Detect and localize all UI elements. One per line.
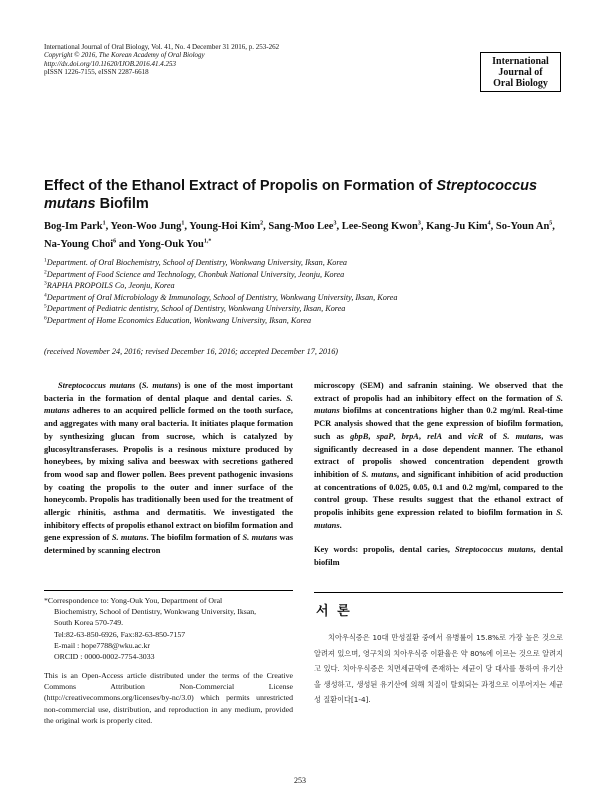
affiliation-mark: 3 — [44, 280, 47, 287]
author-name: Yeon-Woo Jung — [110, 221, 182, 232]
author-name: Bog-Im Park — [44, 221, 103, 232]
section-divider — [314, 592, 563, 593]
title-species: Streptococcus mutans — [44, 178, 538, 212]
journal-header — [44, 43, 424, 77]
author-affiliation-mark: 3 — [333, 220, 337, 227]
header-citation: International Journal of Oral Biology, Vol. 41, No. 4 December 31 2016, p. 253-262 — [44, 43, 280, 51]
affiliation-mark: 1 — [44, 257, 47, 264]
affiliation-mark: 2 — [44, 268, 47, 275]
introduction-text: 치아우식증은 10대 만성질환 중에서 유병률이 15.8%로 가장 높은 것으로 알려져 있으며, 영구치의 치아우식증 이환율은 약 80%에 이르는 것으로 알려지고 있다. 치아우식증은 치면세균막에 존재하는 세균이 당 대사를 통하여 유기산을 생성하고, 생성된 유기산에 의해 치질이 탈회되는 과정으로 이루어지는 세균성 질환이다[1-4]. — [314, 633, 563, 704]
author-name: Lee-Seong Kwon — [341, 221, 418, 232]
correspondence-line: ORCID : 0000-0002-7754-3033 — [54, 652, 155, 662]
correspondence-line: E-mail : hope7788@wku.ac.kr — [54, 640, 150, 650]
correspondence-block — [44, 595, 293, 662]
affiliation-mark: 5 — [44, 303, 47, 310]
author-affiliation-mark: 1 — [181, 220, 185, 227]
article-title — [44, 177, 564, 213]
page-number: 253 — [294, 776, 306, 785]
title-part: Biofilm — [95, 196, 149, 212]
author-list: Bog-Im Park$^1$, Yeon-Woo Jung$^1$, Young-Hoi Kim$^2$, Sang-Moo Lee$^3$, Lee-Seong Kwon$^3$, Kang-Ju Kim$^4$, So-Youn An$^5$, Na-Young Choi$^6$ and Yong-Ouk You$^{1,*}$ — [44, 220, 555, 250]
author-name: So-Youn An — [495, 221, 550, 232]
author-affiliation-mark: 3 — [417, 220, 421, 227]
affiliation-mark: 6 — [44, 314, 47, 321]
correspondence-line: Tel:82-63-850-6926, Fax:82-63-850-7157 — [54, 629, 186, 639]
header-copyright: Copyright © 2016, The Korean Academy of Oral Biology — [44, 51, 205, 60]
header-doi-link[interactable]: http://dx.doi.org/10.11620/IJOB.2016.41.4.253 — [44, 59, 177, 68]
open-access-notice: This is an Open-Access article distributed under the terms of the Creative Commons Attribution Non-Commercial License (http://creativecommons.org/licenses/by-nc/3.0) which permits unrestricted non-commercial use, distribution, and reproduction in any medium, provided the original work is properly cited. — [44, 671, 293, 725]
author-affiliation-mark: 6 — [113, 238, 117, 245]
section-heading: 서 론 — [316, 604, 352, 619]
affiliation-mark: 4 — [44, 291, 47, 298]
affiliation-item: $^4$Department of Oral Microbiology & Immunology, School of Dentistry, Wonkwang University, Iksan, Korea — [44, 291, 398, 302]
correspondence-line: Biochemistry, School of Dentistry, Wonkwang University, Iksan, — [54, 607, 257, 617]
affiliation-item: $^5$Department of Pediatric dentistry, School of Dentistry, Wonkwang University, Iksan, Korea — [44, 303, 346, 313]
journal-logo-line: Oral Biology — [493, 78, 548, 89]
journal-logo-line: International — [492, 56, 549, 67]
author-affiliation-mark: 4 — [487, 220, 491, 227]
author-affiliation-mark: 1,* — [203, 238, 212, 245]
abstract-left-column — [44, 380, 293, 558]
author-affiliation-mark: 1 — [102, 220, 106, 227]
header-issn: pISSN 1226-7155, eISSN 2287-6618 — [44, 68, 149, 77]
correspondence-line: *Correspondence to: Yong-Ouk You, Department of Oral — [44, 596, 223, 605]
author-name: Na-Young Choi — [44, 239, 114, 250]
affiliation-list — [44, 257, 564, 326]
keywords: Key words: propolis, dental caries, Streptococcus mutans, dental biofilm — [314, 545, 563, 568]
author-affiliation-mark: 2 — [260, 220, 264, 227]
correspondence-line: South Korea 570-749. — [54, 618, 124, 628]
author-name: Sang-Moo Lee — [268, 221, 334, 232]
journal-logo-line: Journal of — [498, 67, 543, 78]
affiliation-item: $^1$Department. of Oral Biochemistry, School of Dentistry, Wonkwang University, Iksan, Korea — [44, 257, 348, 267]
author-name: Yong-Ouk You — [137, 239, 204, 250]
abstract-right-column — [314, 380, 563, 570]
affiliation-item: $^6$Department of Home Economics Education, Wonkwang University, Iksan, Korea — [44, 314, 312, 325]
journal-logo-box — [480, 52, 561, 92]
abstract-text: Streptococcus mutans (S. mutans) is one of the most important bacteria in the formation of dental plaque and dental caries. S. mutans adheres to an acquired pellicle formed on the tooth surface, and aggregates with many oral bacteria. It initiates plaque formation by synthesizing glucan from sucrose, which is catalyzed by glucosyltransferases. Propolis is a resinous mixture produced by honeybees, by mixing saliva and beeswax with secretions gathered from wood sap and flower pollen. Bees prevent pathogenic invasions by coating the propolis to the outer and inner surface of the honeycomb. Propolis has traditionally been used for the treatment of allergic rhinitis, asthma and dermatitis. We investigated the inhibitory effects of propolis ethanol extract on biofilm formation and gene expression of S. mutans. The biofilm formation of S. mutans was determined by scanning electron — [44, 381, 294, 556]
author-name: Kang-Ju Kim — [426, 221, 488, 232]
abstract-text: microscopy (SEM) and safranin staining. We observed that the extract of propolis had an inhibitory effect on the formation of S. mutans biofilms at concentrations higher than 0.2 mg/ml. Real-time PCR analysis showed that the gene expression of biofilm formation, such as gbpB, spaP, brpA, relA and vicR of S. mutans, was significantly decreased in a dose dependent manner. The ethanol extract of propolis showed concentration dependent growth inhibition of S. mutans, and significant inhibition of acid production at concentrations of 0.025, 0.05, 0.1 and 0.2 mg/ml, compared to the control group. These results suggest that the ethanol extract of propolis inhibits gene expression related to biofilm formation in S. mutans. — [314, 381, 564, 530]
footnote-divider — [44, 590, 293, 591]
affiliation-item: $^2$Department of Food Science and Technology, Chonbuk National University, Jeonju, Korea — [44, 268, 345, 279]
affiliation-item: $^3$RAPHA PROPOILS Co, Jeonju, Korea — [44, 280, 175, 290]
received-dates: (received November 24, 2016; revised December 16, 2016; accepted December 17, 2016) — [44, 347, 339, 356]
author-name: Young-Hoi Kim — [189, 221, 261, 232]
title-part: Effect of the Ethanol Extract of Propolis on Formation of — [44, 178, 437, 194]
author-affiliation-mark: 5 — [549, 220, 553, 227]
